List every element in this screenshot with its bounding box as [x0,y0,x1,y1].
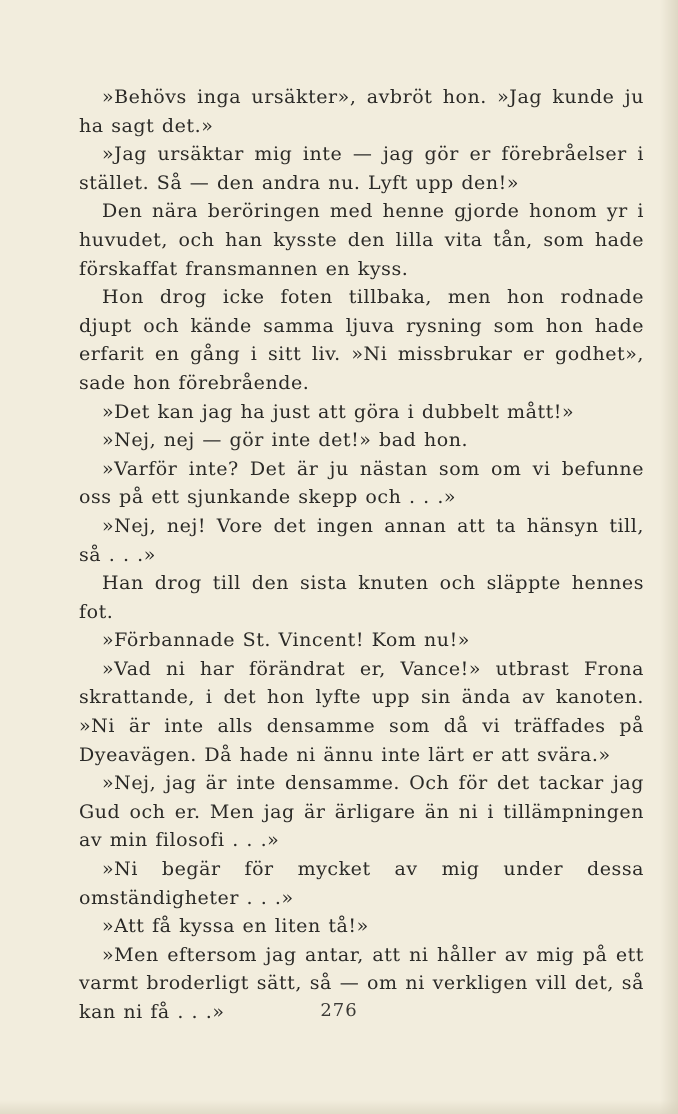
page-edge-shadow [660,0,678,1114]
paragraph: Den nära beröringen med henne gjorde honom yr i huvudet, och han kysste den lilla vita tån, som hade förskaffat fransmannen en kyss. [79,200,644,280]
paragraph: »Vad ni har förändrat er, Vance!» utbrast Frona skrattande, i det hon lyfte upp sin ända av kanoten. »Ni är inte alls densamme som då vi träffades på Dyeavägen. Då hade ni ännu inte lärt er att svära.» [79,657,644,766]
paragraph: »Att få kyssa en liten tå!» [102,915,369,938]
paragraph: »Nej, jag är inte densamme. Och för det tackar jag Gud och er. Men jag är ärligare än ni i tillämpningen av min filosofi . . .» [79,772,644,852]
paragraph: »Varför inte? Det är ju nästan som om vi befunne oss på ett sjunkande skepp och . . .» [79,457,644,509]
paragraph: »Det kan jag ha just att göra i dubbelt mått!» [102,400,575,423]
paragraph: »Ni begär för mycket av mig under dessa omständigheter . . .» [79,858,644,909]
page-bottom-shadow [0,1100,678,1114]
body-text [79,83,644,1027]
paragraph: Han drog till den sista knuten och släppte hennes fot. [79,572,644,623]
paragraph: »Men eftersom jag antar, att ni håller av mig på ett varmt broderligt sätt, så — om ni verkligen vill det, så kan ni få . . .» [79,943,644,1023]
paragraph: »Förbannade St. Vincent! Kom nu!» [102,629,470,652]
paragraph: »Nej, nej! Vore det ingen annan att ta hänsyn till, så . . .» [79,514,644,566]
paragraph: »Nej, nej — gör inte det!» bad hon. [102,429,469,452]
paragraph: »Behövs inga ursäkter», avbröt hon. »Jag kunde ju ha sagt det.» [79,86,644,137]
page-number: 276 [320,1000,358,1021]
paragraph: Hon drog icke foten tillbaka, men hon rodnade djupt och kände samma ljuva rysning som hon hade erfarit en gång i sitt liv. »Ni missbrukar er godhet», sade hon förebrående. [79,286,644,394]
paragraph: »Jag ursäktar mig inte — jag gör er förebråelser i stället. Så — den andra nu. Lyft upp den!» [79,143,644,194]
